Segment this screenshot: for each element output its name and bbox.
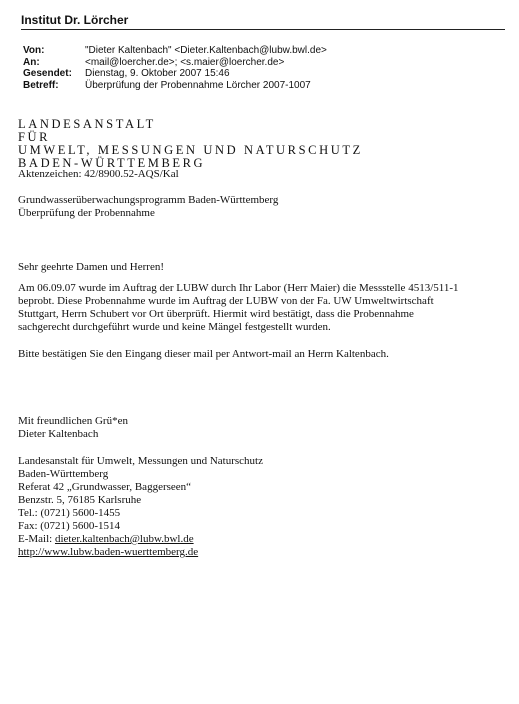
to-value: <mail@loercher.de>; <s.maier@loercher.de> — [85, 56, 285, 68]
letterhead-title: Institut Dr. Lörcher — [21, 13, 505, 30]
sent-row — [23, 68, 327, 80]
signature-email-row — [18, 533, 194, 546]
to-label: An: — [23, 56, 40, 68]
salutation: Sehr geehrte Damen und Herren! — [18, 261, 164, 273]
signature-phone: Tel.: (0721) 5600-1455 — [18, 507, 121, 519]
body-line: sachgerecht durchgeführt wurde und keine Mängel festgestellt wurden. — [18, 321, 331, 333]
subject-line: Grundwasserüberwachungsprogramm Baden-Württemberg — [18, 194, 279, 206]
subject-row — [23, 80, 327, 92]
body-line: Stuttgart, Herrn Schubert vor Ort überprüft. Hiermit wird bestätigt, dass die Probennahme — [18, 308, 414, 320]
website-link[interactable]: http://www.lubw.baden-wuerttemberg.de — [18, 546, 199, 558]
subject-label: Betreff: — [23, 79, 59, 91]
sent-value: Dienstag, 9. Oktober 2007 15:46 — [85, 68, 230, 79]
email-label: E-Mail: — [18, 533, 55, 545]
signature-address: Benzstr. 5, 76185 Karlsruhe — [18, 494, 142, 506]
to-row — [23, 57, 327, 69]
org-heading-line: UMWELT, MESSUNGEN UND NATURSCHUTZ — [18, 143, 363, 157]
org-heading-line: LANDESANSTALT — [18, 117, 156, 131]
from-label: Von: — [23, 45, 45, 56]
from-value: "Dieter Kaltenbach" <Dieter.Kaltenbach@lubw.bwl.de> — [85, 45, 327, 56]
sent-label: Gesendet: — [23, 68, 72, 79]
body-line: beprobt. Diese Probennahme wurde im Auftrag der LUBW von der Fa. UW Umweltwirtschaft — [18, 295, 434, 307]
signature-line: Baden-Württemberg — [18, 468, 109, 480]
confirmation-request: Bitte bestätigen Sie den Eingang dieser mail per Antwort-mail an Herrn Kaltenbach. — [18, 348, 389, 360]
org-heading-line: FÜR — [18, 130, 51, 144]
signature-line: Landesanstalt für Umwelt, Messungen und Naturschutz — [18, 455, 263, 467]
signature-line: Referat 42 „Grundwasser, Baggerseen“ — [18, 481, 192, 493]
org-heading-line: BADEN-WÜRTTEMBERG — [18, 156, 206, 170]
body-line: Am 06.09.07 wurde im Auftrag der LUBW durch Ihr Labor (Herr Maier) die Messstelle 4513/511-1 — [18, 282, 459, 294]
organization-heading — [18, 118, 363, 170]
closing-line: Mit freundlichen Grü*en — [18, 415, 128, 427]
subject-value: Überprüfung der Probennahme Lörcher 2007-1007 — [85, 79, 311, 91]
email-link[interactable]: dieter.kaltenbach@lubw.bwl.de — [54, 533, 194, 545]
email-header — [23, 45, 327, 91]
sender-name: Dieter Kaltenbach — [18, 428, 99, 440]
reference-number: Aktenzeichen: 42/8900.52-AQS/Kal — [18, 168, 179, 180]
subject-line: Überprüfung der Probennahme — [18, 207, 155, 219]
from-row — [23, 45, 327, 57]
signature-fax: Fax: (0721) 5600-1514 — [18, 520, 121, 532]
